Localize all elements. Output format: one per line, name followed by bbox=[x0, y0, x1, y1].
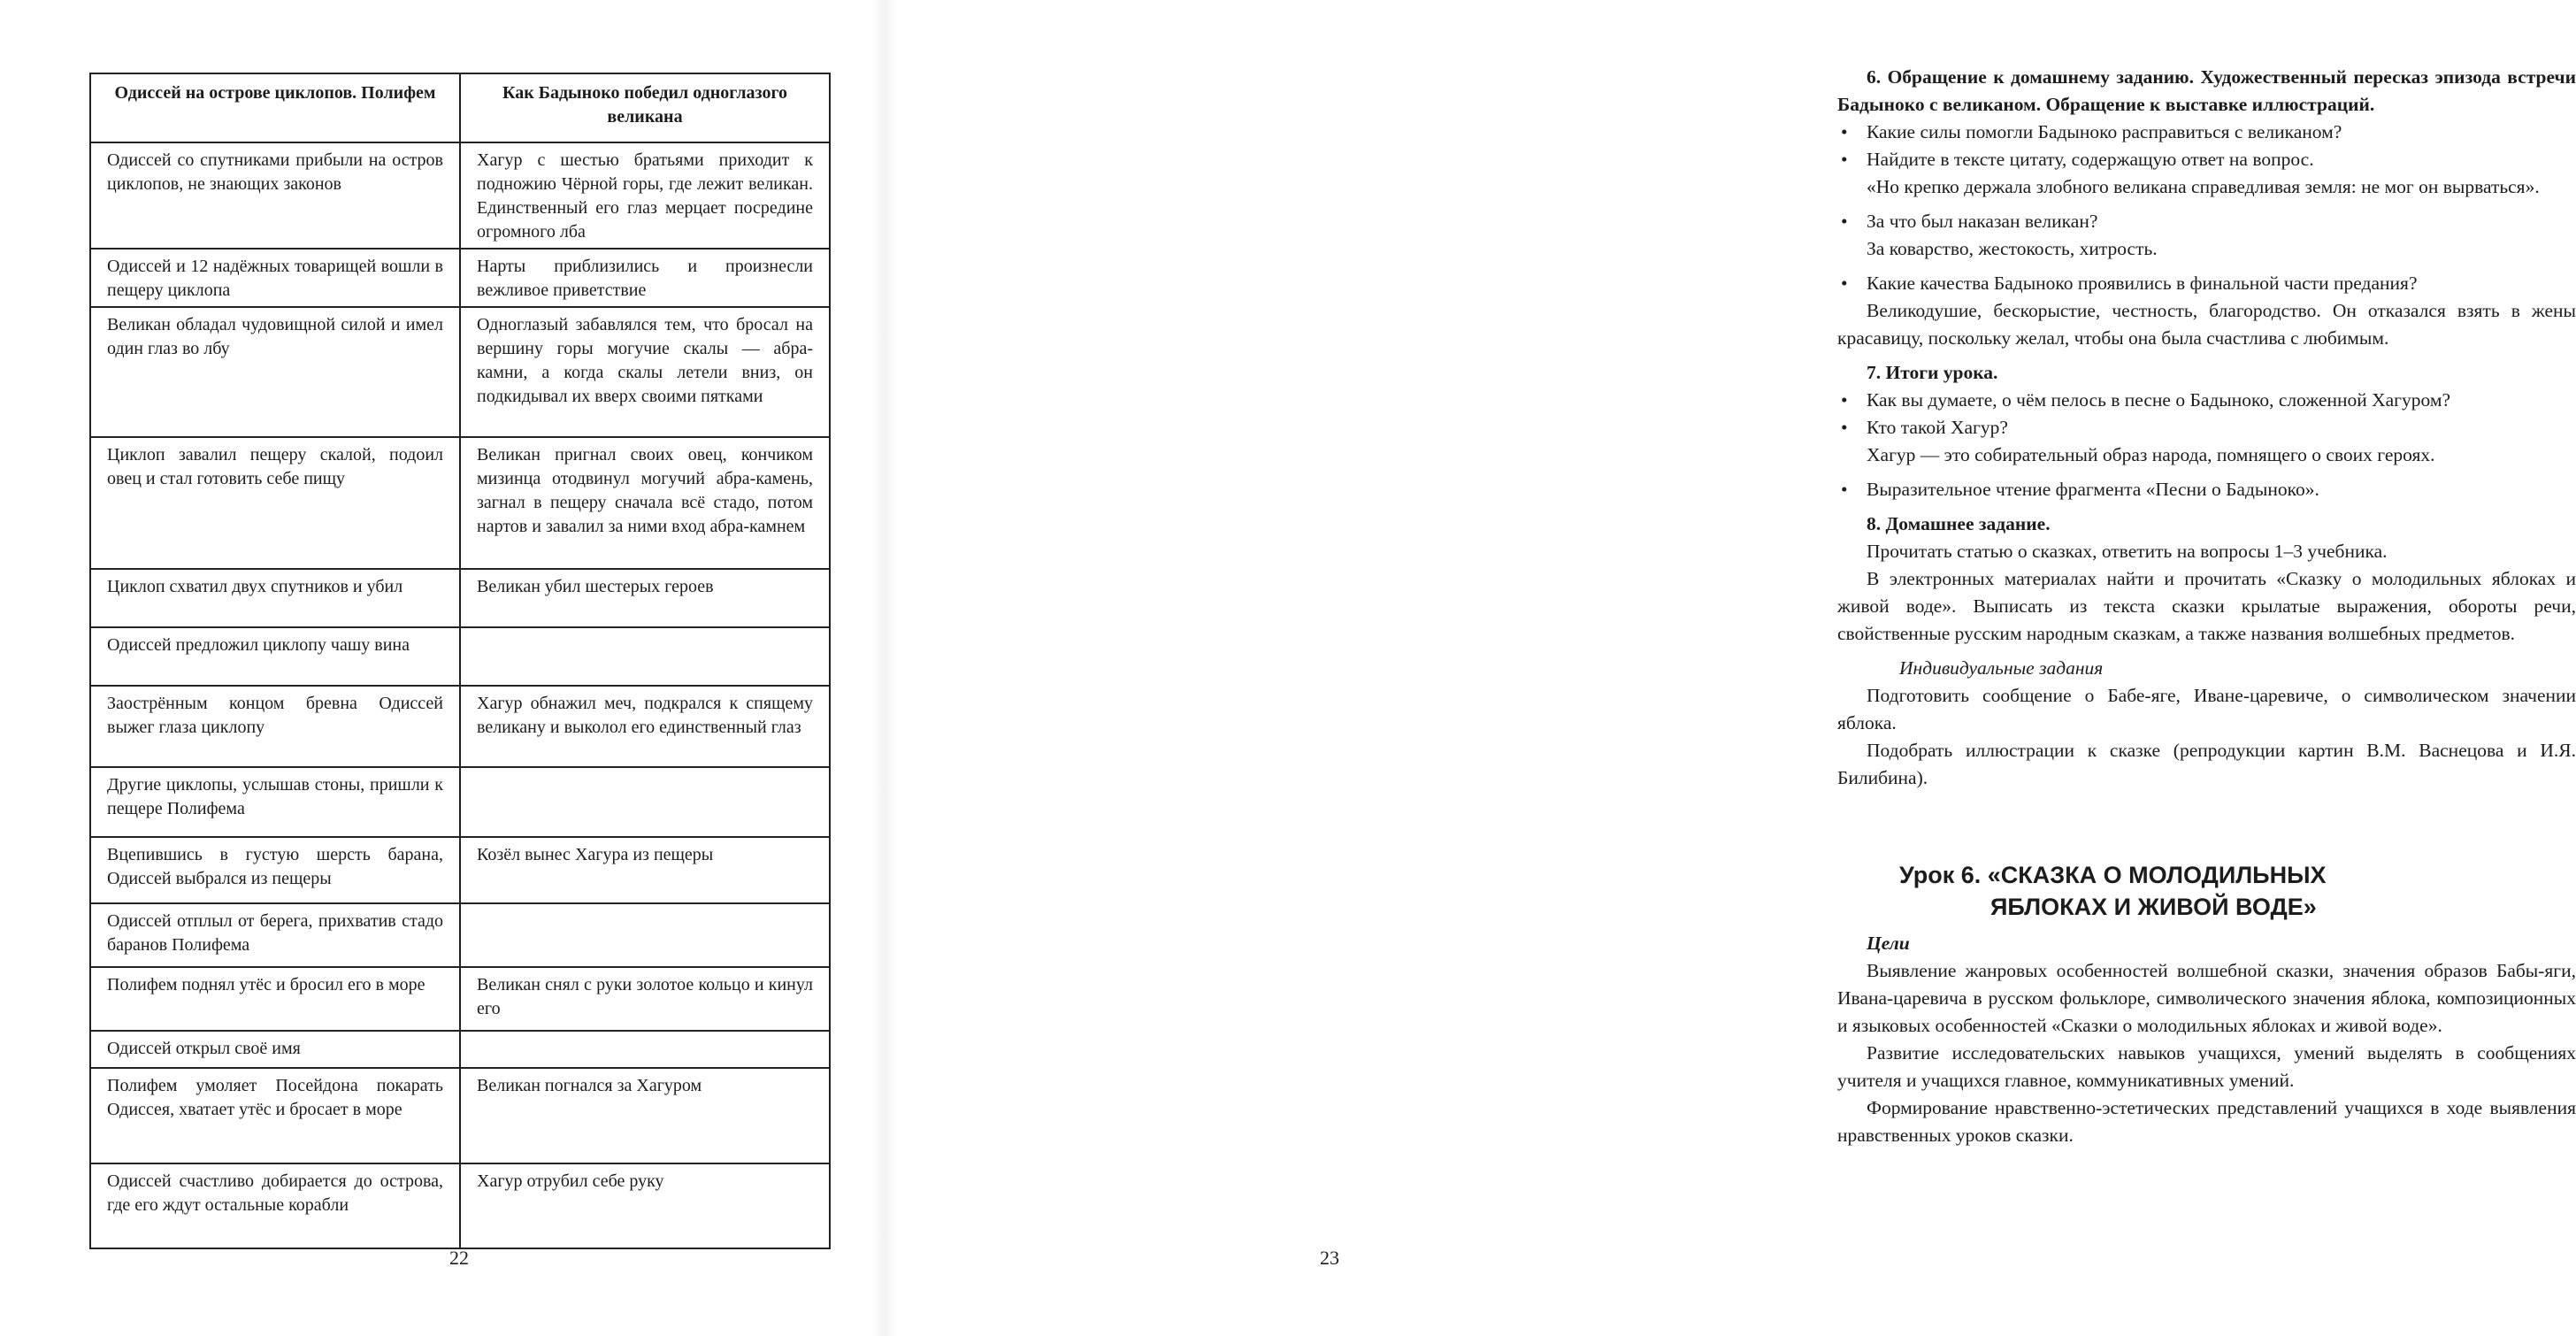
list-item: • За что был наказан великан? bbox=[1837, 208, 2576, 235]
table-cell-odyssey: Полифем поднял утёс и бросил его в море bbox=[90, 967, 460, 1031]
list-item: • Какие качества Бадыноко проявились в финальной части предания? bbox=[1837, 270, 2576, 297]
individual-tasks-heading: Индивидуальные задания bbox=[1899, 657, 2104, 679]
table-cell-odyssey: Одиссей счастливо добирается до острова, где его ждут остальные корабли bbox=[90, 1163, 460, 1248]
paragraph: Выявление жанровых особенностей волшебной сказки, значения образов Бабы-яги, Ивана-царевича в русском фольклоре, символического значения яблока, композиционных и языковых особенностей «Сказки о молодильных яблоках и живой воде». bbox=[1837, 960, 2576, 1036]
table-cell-odyssey: Великан обладал чудовищной силой и имел один глаз во лбу bbox=[90, 307, 460, 437]
list-item: • Кто такой Хагур? bbox=[1837, 414, 2576, 441]
table-cell-odyssey: Заострённым концом бревна Одиссей выжег глаза циклопу bbox=[90, 686, 460, 767]
table-cell-odyssey: Циклоп схватил двух спутников и убил bbox=[90, 569, 460, 627]
table-row bbox=[90, 1068, 830, 1163]
table-cell-badynoko: Хагур отрубил себе руку bbox=[460, 1163, 830, 1248]
table-header-badynoko: Как Бадыноко победил одноглазого великана bbox=[460, 73, 830, 142]
table-cell-badynoko: Великан убил шестерых героев bbox=[460, 569, 830, 627]
list-item: • Выразительное чтение фрагмента «Песни о Бадыноко». bbox=[1837, 476, 2576, 503]
comparison-table bbox=[89, 73, 831, 1249]
table-cell-badynoko: Козёл вынес Хагура из пещеры bbox=[460, 837, 830, 903]
table-cell-badynoko bbox=[460, 627, 830, 686]
table-cell-badynoko: Великан снял с руки золотое кольцо и кинул его bbox=[460, 967, 830, 1031]
section-7-question-3 bbox=[1837, 476, 2576, 503]
answer: Хагур — это собирательный образ народа, помнящего о своих героях. bbox=[1867, 444, 2435, 465]
list-item: • Как вы думаете, о чём пелось в песне о Бадыноко, сложенной Хагуром? bbox=[1837, 387, 2576, 414]
page-number-left: 22 bbox=[449, 1247, 469, 1269]
table-cell-odyssey: Одиссей предложил циклопу чашу вина bbox=[90, 627, 460, 686]
table-row bbox=[90, 437, 830, 569]
table-cell-badynoko: Хагур с шестью братьями приходит к подножию Чёрной горы, где лежит великан. Единственный его глаз мерцает посредине огромного лба bbox=[460, 142, 830, 249]
table-header-row bbox=[90, 73, 830, 142]
table-cell-odyssey: Одиссей открыл своё имя bbox=[90, 1031, 460, 1068]
table-cell-odyssey: Полифем умоляет Посейдона покарать Одиссея, хватает утёс и бросает в море bbox=[90, 1068, 460, 1163]
table-cell-badynoko bbox=[460, 767, 830, 837]
lesson-title bbox=[1837, 859, 2576, 923]
table-cell-odyssey: Вцепившись в густую шерсть барана, Одиссей выбрался из пещеры bbox=[90, 837, 460, 903]
table-row bbox=[90, 767, 830, 837]
paragraph: В электронных материалах найти и прочитать «Сказку о молодильных яблоках и живой воде». Выписать из текста сказки крылатые выражения, обороты речи, свойственные русским народным сказкам, а также названия волшебных предметов. bbox=[1837, 568, 2576, 644]
table-row bbox=[90, 686, 830, 767]
page-number-right: 23 bbox=[1320, 1247, 1339, 1269]
table-row bbox=[90, 142, 830, 249]
table-row bbox=[90, 569, 830, 627]
table-row bbox=[90, 627, 830, 686]
table-cell-badynoko: Нарты приблизились и произнесли вежливое приветствие bbox=[460, 249, 830, 307]
section-8-heading: 8. Домашнее задание. bbox=[1867, 513, 2051, 534]
answer: Великодушие, бескорыстие, честность, благородство. Он отказался взять в жены красавицу, поскольку желал, чтобы она была счастлива с любимым. bbox=[1837, 300, 2576, 349]
table-cell-odyssey: Одиссей и 12 надёжных товарищей вошли в пещеру циклопа bbox=[90, 249, 460, 307]
table-row bbox=[90, 837, 830, 903]
right-page bbox=[885, 0, 2576, 1336]
section-6-question-3 bbox=[1837, 208, 2576, 235]
table-row bbox=[90, 307, 830, 437]
table-row bbox=[90, 249, 830, 307]
table-cell-odyssey: Другие циклопы, услышав стоны, пришли к пещере Полифема bbox=[90, 767, 460, 837]
section-6-questions bbox=[1837, 119, 2576, 173]
paragraph: Формирование нравственно-эстетических представлений учащихся в ходе выявления нравственных уроков сказки. bbox=[1837, 1097, 2576, 1146]
table-cell-odyssey: Одиссей со спутниками прибыли на остров циклопов, не знающих законов bbox=[90, 142, 460, 249]
section-6-question-4 bbox=[1837, 270, 2576, 297]
right-page-text bbox=[1837, 64, 2576, 1149]
table-cell-badynoko: Великан пригнал своих овец, кончиком мизинца отодвинул могучий абра-камень, загнал в пещеру сначала всё стадо, потом нартов и завалил за ними вход абра-камнем bbox=[460, 437, 830, 569]
goals-heading: Цели bbox=[1867, 933, 1910, 954]
table-cell-odyssey: Циклоп завалил пещеру скалой, подоил овец и стал готовить себе пищу bbox=[90, 437, 460, 569]
paragraph: Прочитать статью о сказках, ответить на вопросы 1–3 учебника. bbox=[1867, 541, 2388, 562]
list-item: • Найдите в тексте цитату, содержащую ответ на вопрос. bbox=[1837, 146, 2576, 173]
table-cell-badynoko bbox=[460, 1031, 830, 1068]
table-cell-badynoko: Хагур обнажил меч, подкрался к спящему великану и выколол его единственный глаз bbox=[460, 686, 830, 767]
section-7-heading: 7. Итоги урока. bbox=[1867, 362, 1998, 383]
table-row bbox=[90, 903, 830, 967]
answer: За коварство, жестокость, хитрость. bbox=[1867, 238, 2158, 259]
table-cell-badynoko: Одноглазый забавлялся тем, что бросал на вершину горы могучие скалы — абра-камни, а когда скалы летели вниз, он подкидывал их вверх своими пятками bbox=[460, 307, 830, 437]
paragraph: Подготовить сообщение о Бабе-яге, Иване-царевиче, о символическом значении яблока. bbox=[1837, 685, 2576, 733]
paragraph: Подобрать иллюстрации к сказке (репродукции картин В.М. Васнецова и И.Я. Билибина). bbox=[1837, 740, 2576, 788]
section-7-questions bbox=[1837, 387, 2576, 441]
lesson-title-line-1: Урок 6. «СКАЗКА О МОЛОДИЛЬНЫХ bbox=[1899, 862, 2327, 888]
table-row bbox=[90, 967, 830, 1031]
table-header-odyssey: Одиссей на острове циклопов. Полифем bbox=[90, 73, 460, 142]
table-cell-badynoko: Великан погнался за Хагуром bbox=[460, 1068, 830, 1163]
left-page bbox=[0, 0, 885, 1336]
lesson-title-line-2: ЯБЛОКАХ И ЖИВОЙ ВОДЕ» bbox=[1990, 894, 2317, 920]
quote: «Но крепко держала злобного великана справедливая земля: не мог он вырваться». bbox=[1867, 176, 2540, 197]
paragraph: Развитие исследовательских навыков учащихся, умений выделять в сообщениях учителя и учащихся главное, коммуникативных умений. bbox=[1837, 1042, 2576, 1091]
table-cell-badynoko bbox=[460, 903, 830, 967]
table-row bbox=[90, 1163, 830, 1248]
table-row bbox=[90, 1031, 830, 1068]
list-item: • Какие силы помогли Бадыноко расправиться с великаном? bbox=[1837, 119, 2576, 146]
section-6-heading: 6. Обращение к домашнему заданию. Художественный пересказ эпизода встречи Бадыноко с великаном. Обращение к выставке иллюстраций. bbox=[1837, 66, 2576, 115]
table-cell-odyssey: Одиссей отплыл от берега, прихватив стадо баранов Полифема bbox=[90, 903, 460, 967]
